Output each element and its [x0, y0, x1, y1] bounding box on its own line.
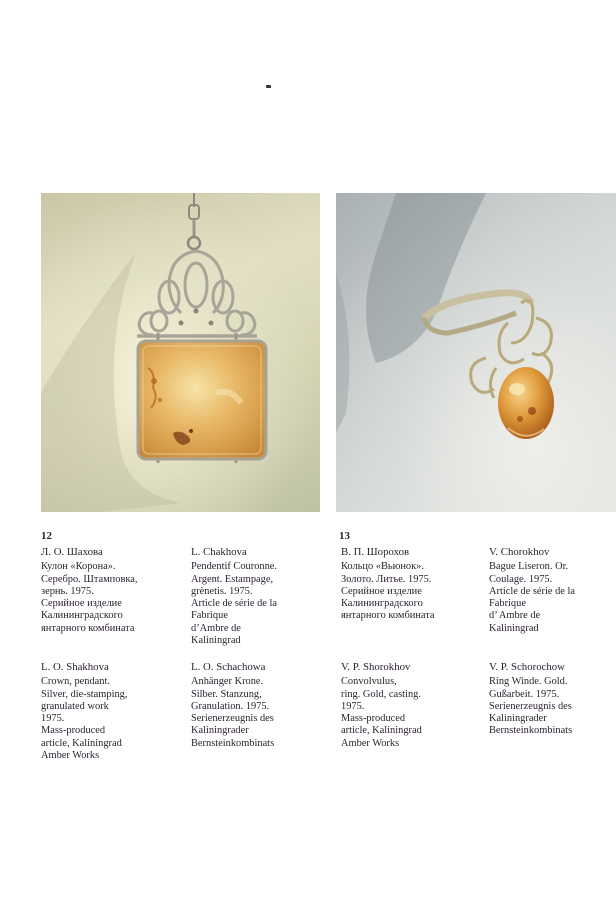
caption-fig13-russian: [341, 546, 481, 623]
caption-line: Anhänger Krone.: [191, 676, 264, 688]
caption-line: d’ Ambre de: [489, 610, 541, 622]
caption-line: ring. Gold, casting.: [341, 688, 421, 700]
caption-line: Калининградского: [341, 598, 423, 610]
caption-fig13-english: [341, 661, 481, 750]
pendant-illustration: [41, 193, 320, 512]
caption-line: Pendentif Couronne.: [191, 561, 277, 573]
caption-line: Bernsteinkombinats: [489, 725, 573, 737]
caption-author: V. Chorokhov: [489, 546, 550, 558]
caption-author: В. П. Шорохов: [341, 546, 410, 558]
caption-line: d’Ambre de: [191, 622, 241, 634]
caption-author: V. P. Shorokhov: [341, 661, 411, 673]
caption-author: V. P. Schorochow: [489, 661, 565, 673]
caption-line: Argent. Estampage,: [191, 573, 274, 585]
caption-fig12-french: [191, 546, 331, 647]
caption-line: Silver, die-stamping,: [41, 688, 128, 700]
caption-line: Serienerzeugnis des: [191, 713, 274, 725]
caption-line: Kaliningrad: [489, 622, 539, 634]
caption-line: Золото. Литье. 1975.: [341, 573, 432, 585]
caption-line: Mass-produced: [41, 725, 106, 737]
caption-line: янтарного комбината: [41, 622, 135, 634]
caption-fig12-german: [191, 661, 331, 750]
caption-line: article, Kaliningrad: [41, 737, 122, 749]
caption-line: Gußarbeit. 1975.: [489, 688, 560, 700]
caption-fig13-french: [489, 546, 616, 635]
caption-line: Bague Liseron. Or.: [489, 561, 569, 573]
caption-line: Кольцо «Вьюнок».: [341, 561, 424, 573]
caption-author: L. Chakhova: [191, 546, 247, 558]
caption-line: Kaliningrad: [191, 635, 241, 647]
caption-line: Serienerzeugnis des: [489, 700, 572, 712]
caption-fig12-russian: [41, 546, 181, 635]
caption-line: зернь. 1975.: [41, 585, 94, 597]
caption-line: Kaliningrader: [489, 713, 547, 725]
photo-amber-ring: [336, 193, 616, 512]
figure-number-13: 13: [339, 530, 350, 542]
caption-line: Fabrique: [489, 598, 526, 610]
ring-illustration: [336, 193, 616, 512]
caption-line: Article de série de la: [191, 598, 277, 610]
caption-line: Серийное изделие: [41, 598, 122, 610]
caption-line: Amber Works: [41, 750, 100, 762]
caption-author: L. O. Schachowa: [191, 661, 266, 673]
caption-line: Ring Winde. Gold.: [489, 676, 568, 688]
caption-author: Л. О. Шахова: [41, 546, 103, 558]
photo-amber-pendant: [41, 193, 320, 512]
caption-line: Amber Works: [341, 737, 400, 749]
caption-line: granulated work: [41, 700, 109, 712]
print-speck: [266, 85, 271, 88]
caption-line: Калининградского: [41, 610, 123, 622]
caption-line: Серийное изделие: [341, 585, 422, 597]
caption-line: Crown, pendant.: [41, 676, 110, 688]
caption-line: Article de série de la: [489, 585, 575, 597]
caption-line: Coulage. 1975.: [489, 573, 553, 585]
caption-line: янтарного комбината: [341, 610, 435, 622]
caption-line: Convolvulus,: [341, 676, 397, 688]
caption-author: L. O. Shakhova: [41, 661, 109, 673]
caption-line: Серебро. Штамповка,: [41, 573, 138, 585]
caption-fig13-german: [489, 661, 616, 738]
caption-line: Fabrique: [191, 610, 228, 622]
caption-line: 1975.: [41, 713, 65, 725]
caption-line: 1975.: [341, 700, 365, 712]
caption-line: Kaliningrader: [191, 725, 249, 737]
figure-number-12: 12: [41, 530, 52, 542]
caption-line: Granulation. 1975.: [191, 700, 270, 712]
caption-line: Bernsteinkombinats: [191, 737, 275, 749]
caption-line: Mass-produced: [341, 713, 406, 725]
caption-line: grènetis. 1975.: [191, 585, 253, 597]
caption-line: Silber. Stanzung,: [191, 688, 262, 700]
caption-fig12-english: [41, 661, 181, 762]
caption-line: Кулон «Корона».: [41, 561, 116, 573]
caption-line: article, Kaliningrad: [341, 725, 422, 737]
